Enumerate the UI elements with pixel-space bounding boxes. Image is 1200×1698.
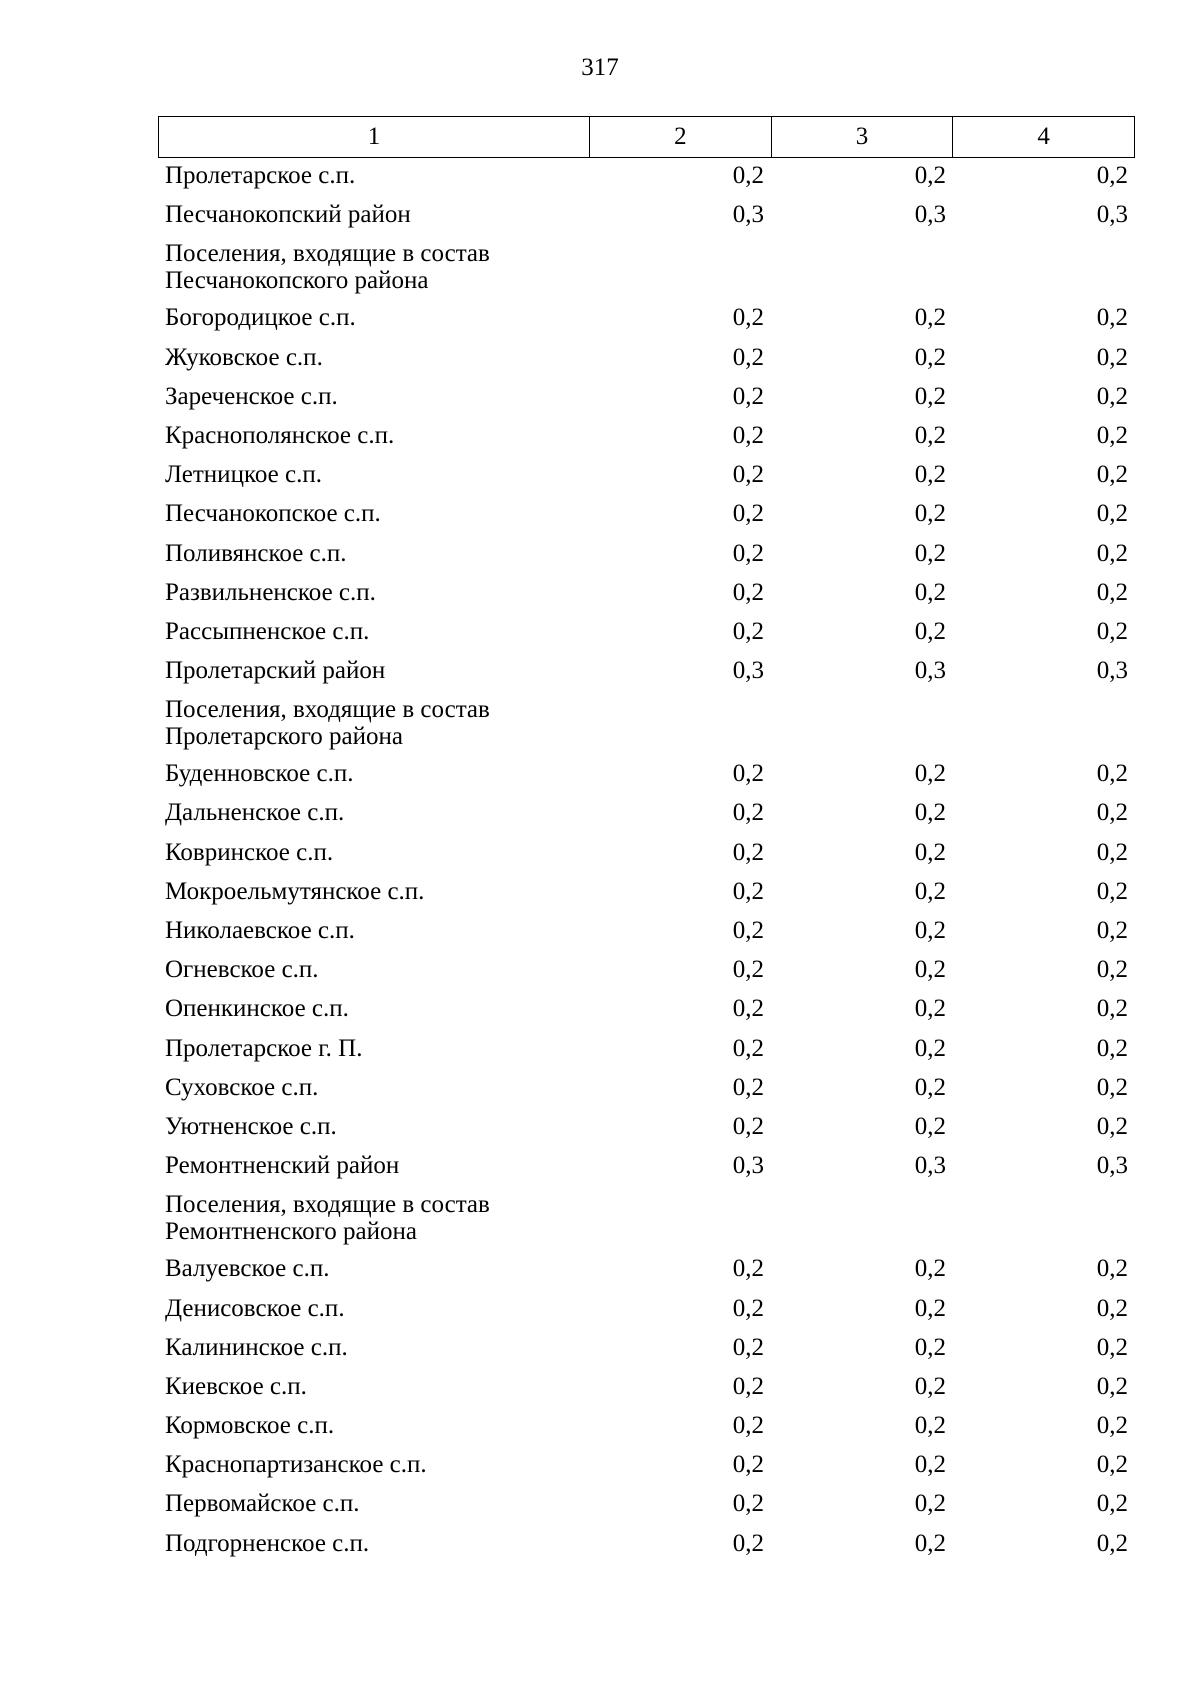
row-value-col-3: 0,2 (914, 461, 946, 489)
row-value-col-4: 0,3 (1096, 657, 1128, 685)
header-col-2: 2 (589, 117, 771, 157)
row-value-col-3: 0,2 (914, 617, 946, 645)
row-value-col-2: 0,2 (732, 461, 764, 489)
row-value-col-4: 0,2 (1096, 760, 1128, 788)
table-row (158, 995, 1135, 1034)
row-value-col-3: 0,2 (914, 1112, 946, 1140)
row-name: Краснополянское с.п. (165, 421, 395, 449)
table-row (158, 304, 1135, 343)
row-name: Развильненское с.п. (165, 578, 376, 606)
row-value-col-2: 0,2 (732, 1451, 764, 1479)
row-value-col-4: 0,2 (1096, 1333, 1128, 1361)
table-row (158, 1412, 1135, 1451)
row-value-col-3: 0,2 (914, 877, 946, 905)
row-value-col-3: 0,2 (914, 799, 946, 827)
row-name: Летницкое с.п. (165, 461, 322, 489)
row-value-col-4: 0,2 (1096, 461, 1128, 489)
row-value-col-2: 0,2 (732, 1073, 764, 1101)
header-col-3: 3 (771, 117, 953, 157)
header-col-1: 1 (367, 123, 381, 150)
row-value-col-4: 0,2 (1096, 799, 1128, 827)
row-name: Буденновское с.п. (165, 760, 354, 788)
row-value-col-2: 0,2 (732, 1529, 764, 1557)
row-value-col-2: 0,2 (732, 995, 764, 1023)
row-value-col-2: 0,2 (732, 1112, 764, 1140)
row-value-col-3: 0,2 (914, 343, 946, 371)
row-value-col-3: 0,2 (914, 1333, 946, 1361)
table-row (158, 1113, 1135, 1152)
row-value-col-4: 0,2 (1096, 1255, 1128, 1283)
table-row (158, 579, 1135, 618)
row-value-col-3: 0,2 (914, 578, 946, 606)
table-row (158, 422, 1135, 461)
row-value-col-3: 0,2 (914, 995, 946, 1023)
row-name: Жуковское с.п. (165, 343, 323, 371)
row-value-col-3: 0,2 (914, 1490, 946, 1518)
row-value-col-2: 0,2 (732, 1034, 764, 1062)
table-row (158, 657, 1135, 696)
row-value-col-4: 0,3 (1096, 1152, 1128, 1180)
row-name: Зареченское с.п. (165, 382, 338, 410)
row-name: Богородицкое с.п. (165, 304, 356, 332)
row-name: Поливянское с.п. (165, 539, 347, 567)
table-row (158, 618, 1135, 657)
row-name: Киевское с.п. (165, 1372, 307, 1400)
row-value-col-3: 0,2 (914, 1451, 946, 1479)
row-value-col-3: 0,2 (914, 1034, 946, 1062)
row-value-col-4: 0,2 (1096, 1529, 1128, 1557)
table-row (158, 1490, 1135, 1529)
row-value-col-3: 0,2 (914, 838, 946, 866)
table-row (158, 201, 1135, 240)
page-number: 317 (581, 54, 619, 81)
table-row (158, 917, 1135, 956)
row-name: Опенкинское с.п. (165, 995, 349, 1023)
row-name: Песчанокопский район (165, 201, 411, 229)
row-value-col-3: 0,2 (914, 917, 946, 944)
row-value-col-2: 0,2 (732, 1490, 764, 1518)
row-value-col-4: 0,2 (1096, 421, 1128, 449)
row-name: Ремонтненский район (165, 1152, 400, 1180)
row-value-col-3: 0,2 (914, 1255, 946, 1283)
row-value-col-3: 0,2 (914, 539, 946, 567)
row-value-col-2: 0,2 (732, 1333, 764, 1361)
row-value-col-2: 0,2 (732, 760, 764, 788)
table-row (158, 540, 1135, 579)
row-value-col-4: 0,2 (1096, 877, 1128, 905)
row-value-col-4: 0,2 (1096, 343, 1128, 371)
table-row (158, 696, 1135, 760)
row-value-col-4: 0,2 (1096, 917, 1128, 944)
row-value-col-3: 0,2 (914, 1412, 946, 1440)
row-name: Пролетарское с.п. (165, 162, 356, 189)
row-name: Валуевское с.п. (165, 1255, 330, 1283)
row-name: Дальненское с.п. (165, 799, 345, 827)
row-value-col-2: 0,3 (732, 657, 764, 685)
row-value-col-2: 0,2 (732, 1294, 764, 1322)
row-value-col-2: 0,2 (732, 421, 764, 449)
row-value-col-3: 0,2 (914, 421, 946, 449)
table-row (158, 1152, 1135, 1191)
row-value-col-4: 0,2 (1096, 1294, 1128, 1322)
row-name: Ковринское с.п. (165, 838, 334, 866)
row-value-col-4: 0,2 (1096, 956, 1128, 984)
table-row (158, 878, 1135, 917)
row-value-col-3: 0,2 (914, 1073, 946, 1101)
row-name: Калининское с.п. (165, 1333, 348, 1361)
table-row (158, 1035, 1135, 1074)
row-name: Поселения, входящие в состав Ремонтненского района (165, 1191, 490, 1246)
row-name: Пролетарское г. П. (165, 1034, 363, 1062)
row-value-col-2: 0,3 (732, 1152, 764, 1180)
row-name: Первомайское с.п. (165, 1490, 360, 1518)
row-name: Поселения, входящие в состав Пролетарского района (165, 696, 490, 751)
row-value-col-4: 0,2 (1096, 162, 1128, 189)
row-value-col-2: 0,2 (732, 1372, 764, 1400)
table-row (158, 344, 1135, 383)
row-value-col-4: 0,2 (1096, 1034, 1128, 1062)
row-value-col-4: 0,2 (1096, 500, 1128, 528)
row-value-col-3: 0,2 (914, 500, 946, 528)
table-row (158, 500, 1135, 539)
row-value-col-4: 0,2 (1096, 304, 1128, 332)
row-value-col-2: 0,2 (732, 382, 764, 410)
row-value-col-4: 0,2 (1096, 382, 1128, 410)
row-value-col-3: 0,2 (914, 1372, 946, 1400)
row-value-col-2: 0,2 (732, 1255, 764, 1283)
table-row (158, 383, 1135, 422)
row-value-col-3: 0,2 (914, 1529, 946, 1557)
table-row (158, 1373, 1135, 1412)
row-value-col-4: 0,2 (1096, 617, 1128, 645)
row-name: Денисовское с.п. (165, 1294, 345, 1322)
row-name: Суховское с.п. (165, 1073, 319, 1101)
row-name: Песчанокопское с.п. (165, 500, 381, 528)
row-value-col-3: 0,3 (914, 657, 946, 685)
table-row (158, 1191, 1135, 1255)
row-name: Поселения, входящие в состав Песчанокопского района (165, 240, 490, 295)
table-row (158, 1451, 1135, 1490)
table-row (158, 760, 1135, 799)
row-name: Кормовское с.п. (165, 1412, 335, 1440)
row-value-col-3: 0,2 (914, 162, 946, 189)
table-row (158, 461, 1135, 500)
table-row (158, 1074, 1135, 1113)
row-name: Подгорненское с.п. (165, 1529, 370, 1557)
table-row (158, 1295, 1135, 1334)
row-name: Николаевское с.п. (165, 917, 355, 944)
row-value-col-2: 0,2 (732, 343, 764, 371)
data-table (158, 116, 1135, 1569)
table-row (158, 839, 1135, 878)
table-row (158, 1530, 1135, 1569)
table-row (158, 240, 1135, 304)
row-value-col-4: 0,2 (1096, 578, 1128, 606)
row-value-col-2: 0,2 (732, 162, 764, 189)
table-row (158, 956, 1135, 995)
row-value-col-3: 0,3 (914, 1152, 946, 1180)
table-row (158, 162, 1135, 201)
table-row (158, 1255, 1135, 1294)
row-value-col-4: 0,2 (1096, 1112, 1128, 1140)
row-value-col-3: 0,2 (914, 382, 946, 410)
row-value-col-4: 0,2 (1096, 838, 1128, 866)
table-row (158, 1334, 1135, 1373)
row-name: Огневское с.п. (165, 956, 319, 984)
row-value-col-2: 0,2 (732, 500, 764, 528)
row-value-col-2: 0,2 (732, 617, 764, 645)
row-value-col-2: 0,2 (732, 956, 764, 984)
row-name: Рассыпненское с.п. (165, 617, 370, 645)
table-row (158, 799, 1135, 838)
row-value-col-2: 0,3 (732, 201, 764, 229)
row-value-col-2: 0,2 (732, 799, 764, 827)
row-value-col-2: 0,2 (732, 877, 764, 905)
table-header-row (158, 116, 1135, 158)
row-value-col-2: 0,2 (732, 1412, 764, 1440)
row-value-col-4: 0,2 (1096, 1490, 1128, 1518)
row-value-col-3: 0,2 (914, 956, 946, 984)
row-name: Краснопартизанское с.п. (165, 1451, 427, 1479)
row-value-col-2: 0,2 (732, 578, 764, 606)
row-value-col-3: 0,2 (914, 760, 946, 788)
row-value-col-4: 0,2 (1096, 539, 1128, 567)
row-value-col-2: 0,2 (732, 539, 764, 567)
table-body (158, 162, 1135, 1569)
row-value-col-4: 0,2 (1096, 1372, 1128, 1400)
row-value-col-4: 0,2 (1096, 1412, 1128, 1440)
row-value-col-2: 0,2 (732, 917, 764, 944)
row-value-col-4: 0,3 (1096, 201, 1128, 229)
row-name: Пролетарский район (165, 657, 386, 685)
row-value-col-3: 0,3 (914, 201, 946, 229)
row-value-col-3: 0,2 (914, 304, 946, 332)
row-value-col-2: 0,2 (732, 304, 764, 332)
row-value-col-4: 0,2 (1096, 995, 1128, 1023)
row-name: Мокроельмутянское с.п. (165, 877, 425, 905)
row-value-col-4: 0,2 (1096, 1073, 1128, 1101)
row-value-col-4: 0,2 (1096, 1451, 1128, 1479)
row-name: Уютненское с.п. (165, 1112, 337, 1140)
row-value-col-3: 0,2 (914, 1294, 946, 1322)
row-value-col-2: 0,2 (732, 838, 764, 866)
header-col-4: 4 (952, 117, 1134, 157)
